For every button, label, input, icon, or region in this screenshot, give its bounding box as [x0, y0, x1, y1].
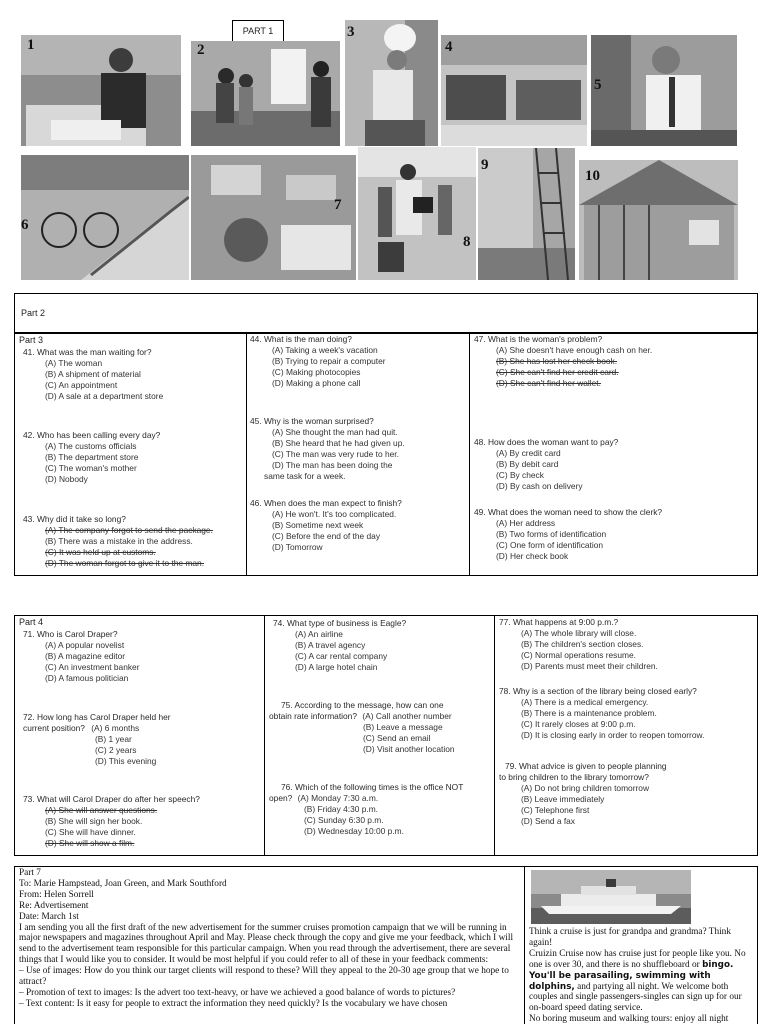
option: (B) Trying to repair a computer: [272, 356, 386, 366]
memo: [15, 867, 525, 1024]
option: (B) 1 year: [95, 734, 132, 744]
option: (B) A shipment of material: [45, 369, 141, 379]
ad-body: [529, 949, 753, 1014]
option: (B) A travel agency: [295, 640, 366, 650]
question-stem: 44. What is the man doing?: [250, 334, 352, 344]
question-48: [474, 437, 618, 492]
question-79: [499, 761, 667, 827]
question-72: [23, 712, 171, 767]
option: (D) Visit another location: [363, 744, 455, 754]
option: (B) She heard that he had given up.: [272, 438, 405, 448]
ad-body-part: and partying all night. We welcome both couples and single passengers-singles can sign up for our on-board speed dating service.: [529, 981, 742, 1014]
question-73: [23, 794, 200, 849]
option: (C) 2 years: [95, 745, 137, 755]
option: (D) Making a phone call: [272, 378, 361, 388]
question-stem: 43. Why did it take so long?: [23, 514, 126, 524]
option: (B) There was a mistake in the address.: [45, 536, 193, 546]
option: (D) A famous politician: [45, 673, 129, 683]
photo-number: 1: [27, 37, 35, 53]
question-stem-cont: to bring children to the library tomorrow?: [499, 772, 649, 782]
option: (C) Normal operations resume.: [521, 650, 636, 660]
option: (A) The whole library will close.: [521, 628, 637, 638]
advertisement: [525, 867, 757, 1024]
option: (D) Nobody: [45, 474, 88, 484]
option: (D) It is closing early in order to reopen tomorrow.: [521, 730, 705, 740]
option: (B) By debit card: [496, 459, 559, 469]
part3-column-3: [470, 334, 757, 575]
photo-number: 10: [585, 168, 600, 184]
question-74: [273, 618, 406, 673]
desk-clutter-photo: [191, 155, 356, 280]
part3-section: [14, 333, 758, 576]
question-43: [23, 514, 213, 569]
option: (D) The woman forgot to give it to the man.: [45, 558, 205, 568]
question-stem: 71. Who is Carol Draper?: [23, 629, 118, 639]
chef-cooking-photo: [345, 20, 438, 146]
question-44: [250, 334, 386, 389]
question-stem-cont: current position?: [23, 723, 85, 733]
option: (C) She will have dinner.: [45, 827, 136, 837]
option: (C) One form of identification: [496, 540, 604, 550]
option: (C) By check: [496, 470, 544, 480]
option: (A) Monday 7:30 a.m.: [297, 793, 379, 803]
option: (A) She doesn't have enough cash on her.: [496, 345, 653, 355]
question-stem: 78. Why is a section of the library being closed early?: [499, 686, 697, 696]
part4-label: Part 4: [19, 617, 44, 627]
option: (C) Before the end of the day: [272, 531, 381, 541]
option: (D) The man has been doing the: [272, 460, 393, 470]
option: (D) Send a fax: [521, 816, 575, 826]
question-stem-cont: obtain rate information?: [269, 711, 357, 721]
option: (A) Her address: [496, 518, 556, 528]
option: (B) She will sign her book.: [45, 816, 143, 826]
part4-column-2: [265, 616, 495, 855]
ad-body-handwritten: bingo. You'll be parasailing, swimming with dolphins,: [529, 959, 734, 992]
option: (C) It rarely closes at 9:00 p.m.: [521, 719, 636, 729]
memo-bullet: – Text content: Is it easy for people to extract the information they need quickly? Is the vocabulary we have chosen: [19, 998, 448, 1009]
option: (C) An appointment: [45, 380, 118, 390]
photo-number: 3: [347, 24, 355, 40]
option: (C) It was held up at customs.: [45, 547, 156, 557]
question-stem: 74. What type of business is Eagle?: [273, 618, 407, 628]
question-stem: 41. What was the man waiting for?: [23, 347, 152, 357]
question-75: [269, 700, 455, 755]
option: (A) The customs officials: [45, 441, 137, 451]
option: (B) Friday 4:30 p.m.: [304, 804, 379, 814]
question-45: [250, 416, 405, 482]
option: (D) A sale at a department store: [45, 391, 164, 401]
option: (A) A popular novelist: [45, 640, 125, 650]
man-reading-papers-photo: [21, 35, 181, 146]
option: (B) Two forms of identification: [496, 529, 607, 539]
part3-label: Part 3: [19, 335, 44, 345]
question-46: [250, 498, 402, 553]
part7-label: Part 7: [19, 868, 41, 878]
question-78: [499, 686, 704, 741]
option: (D) Wednesday 10:00 p.m.: [304, 826, 404, 836]
question-stem: 73. What will Carol Draper do after her speech?: [23, 794, 200, 804]
memo-bullet: – Promotion of text to images: Is the advert too text-heavy, or have we achieved a good balance of words to pictures?: [19, 987, 456, 998]
question-stem: 75. According to the message, how can one: [281, 700, 444, 710]
option: (A) The woman: [45, 358, 103, 368]
part7-section: [14, 866, 758, 1024]
option: (C) She can't find her credit card.: [496, 367, 619, 377]
option: (C) Sunday 6:30 p.m.: [304, 815, 384, 825]
ladder-wall-photo: [478, 148, 575, 280]
option: (B) She has lost her check book.: [496, 356, 618, 366]
question-stem: 42. Who has been calling every day?: [23, 430, 161, 440]
option: (A) An airline: [295, 629, 343, 639]
office-presentation-photo: [191, 41, 340, 146]
part3-column-1: [15, 334, 247, 575]
option: (A) 6 months: [91, 723, 140, 733]
photo-number: 7: [334, 197, 342, 213]
photo-number: 5: [594, 77, 602, 93]
photo-number: 6: [21, 217, 29, 233]
part2-box: [14, 293, 758, 333]
part2-label: Part 2: [21, 308, 46, 318]
memo-bullet: – Use of images: How do you think our target clients will respond to these? Will they appeal to the 20-30 age group that we hope to attract?: [19, 966, 509, 988]
question-stem: 79. What advice is given to people planning: [505, 761, 667, 771]
memo-re: Re: Advertisement: [19, 900, 89, 911]
option: (C) Send an email: [363, 733, 431, 743]
question-stem: 72. How long has Carol Draper held her: [23, 712, 171, 722]
question-stem: 49. What does the woman need to show the clerk?: [474, 507, 663, 517]
question-49: [474, 507, 662, 562]
part4-section: [14, 615, 758, 856]
option: (D) Parents must meet their children.: [521, 661, 658, 671]
question-stem: 46. When does the man expect to finish?: [250, 498, 402, 508]
option: (A) The company forgot to send the package.: [45, 525, 213, 535]
memo-body: I am sending you all the first draft of the new advertisement for the summer cruises promotion campaign that we will be running in major newspapers and magazines throughout April and May. Please check through the copy and give me your feedback, which I will send to the advertisement team responsible for this particular campaign. When you read through the advertisement, there are several things that I would like you to consider. It would be most helpful if you could refer to all of these in your feedback comments:: [19, 922, 514, 966]
option: (A) Call another number: [362, 711, 452, 721]
option: (A) She will answer questions.: [45, 805, 158, 815]
man-on-phone-photo: [591, 35, 737, 146]
part1-label: PART 1: [232, 20, 284, 42]
part4-column-3: [495, 616, 757, 855]
option: (B) Sometime next week: [272, 520, 364, 530]
question-stem: 47. What is the woman's problem?: [474, 334, 603, 344]
option: (C) Making photocopies: [272, 367, 361, 377]
option: (D) Her check book: [496, 551, 569, 561]
house-construction-photo: [579, 160, 738, 280]
cruise-ship-photo: [531, 870, 691, 924]
option: (B) The children's section closes.: [521, 639, 644, 649]
part3-column-2: [247, 334, 470, 575]
question-71: [23, 629, 140, 684]
option: (B) Leave a message: [363, 722, 443, 732]
option: (B) There is a maintenance problem.: [521, 708, 657, 718]
ad-body-end: No boring museum and walking tours: enjoy all night: [529, 1014, 729, 1024]
ad-body-part: Cruizin Cruise now has cruise just for people like you. No one is over 30, and there is no shuffleboard or: [529, 948, 746, 970]
question-76: [269, 782, 463, 837]
option: (C) Telephone first: [521, 805, 590, 815]
photo-number: 2: [197, 42, 205, 58]
question-stem: 45. Why is the woman surprised?: [250, 416, 374, 426]
question-41: [23, 347, 163, 402]
option: (D) This evening: [95, 756, 157, 766]
question-42: [23, 430, 160, 485]
memo-to: To: Marie Hampstead, Joan Green, and Mark Southford: [19, 878, 227, 889]
option: (A) Do not bring children tomorrow: [521, 783, 650, 793]
option: (D) By cash on delivery: [496, 481, 583, 491]
bicycle-stairs-photo: [21, 155, 189, 280]
option: (B) Leave immediately: [521, 794, 605, 804]
option: same task for a week.: [264, 471, 346, 481]
option: (A) She thought the man had quit.: [272, 427, 398, 437]
option: (D) Tomorrow: [272, 542, 323, 552]
option: (C) The woman's mother: [45, 463, 137, 473]
option: (C) A car rental company: [295, 651, 388, 661]
ad-headline: Think a cruise is just for grandpa and grandma? Think again!: [529, 927, 731, 948]
memo-from: From: Helen Sorrell: [19, 889, 94, 900]
option: (A) There is a medical emergency.: [521, 697, 649, 707]
question-stem: 77. What happens at 9:00 p.m.?: [499, 617, 619, 627]
photo-number: 9: [481, 157, 489, 173]
option: (C) An investment banker: [45, 662, 140, 672]
option: (A) By credit card: [496, 448, 561, 458]
part4-column-1: [15, 616, 265, 855]
airport-travelers-photo: [358, 147, 476, 280]
option: (D) She can't find her wallet.: [496, 378, 601, 388]
option: (B) The department store: [45, 452, 139, 462]
question-stem: 48. How does the woman want to pay?: [474, 437, 619, 447]
option: (A) Taking a week's vacation: [272, 345, 378, 355]
photo-number: 8: [463, 234, 471, 250]
question-stem-cont: open?: [269, 793, 293, 803]
option: (D) She will show a film.: [45, 838, 135, 848]
option: (C) The man was very rude to her.: [272, 449, 399, 459]
option: (B) A magazine editor: [45, 651, 126, 661]
memo-date: Date: March 1st: [19, 911, 79, 922]
photo-number: 4: [445, 39, 453, 55]
option: (D) A large hotel chain: [295, 662, 378, 672]
question-47: [474, 334, 652, 389]
clothing-store-photo: [441, 35, 587, 146]
question-77: [499, 617, 658, 672]
question-stem: 76. Which of the following times is the office NOT: [281, 782, 464, 792]
option: (A) He won't. It's too complicated.: [272, 509, 397, 519]
